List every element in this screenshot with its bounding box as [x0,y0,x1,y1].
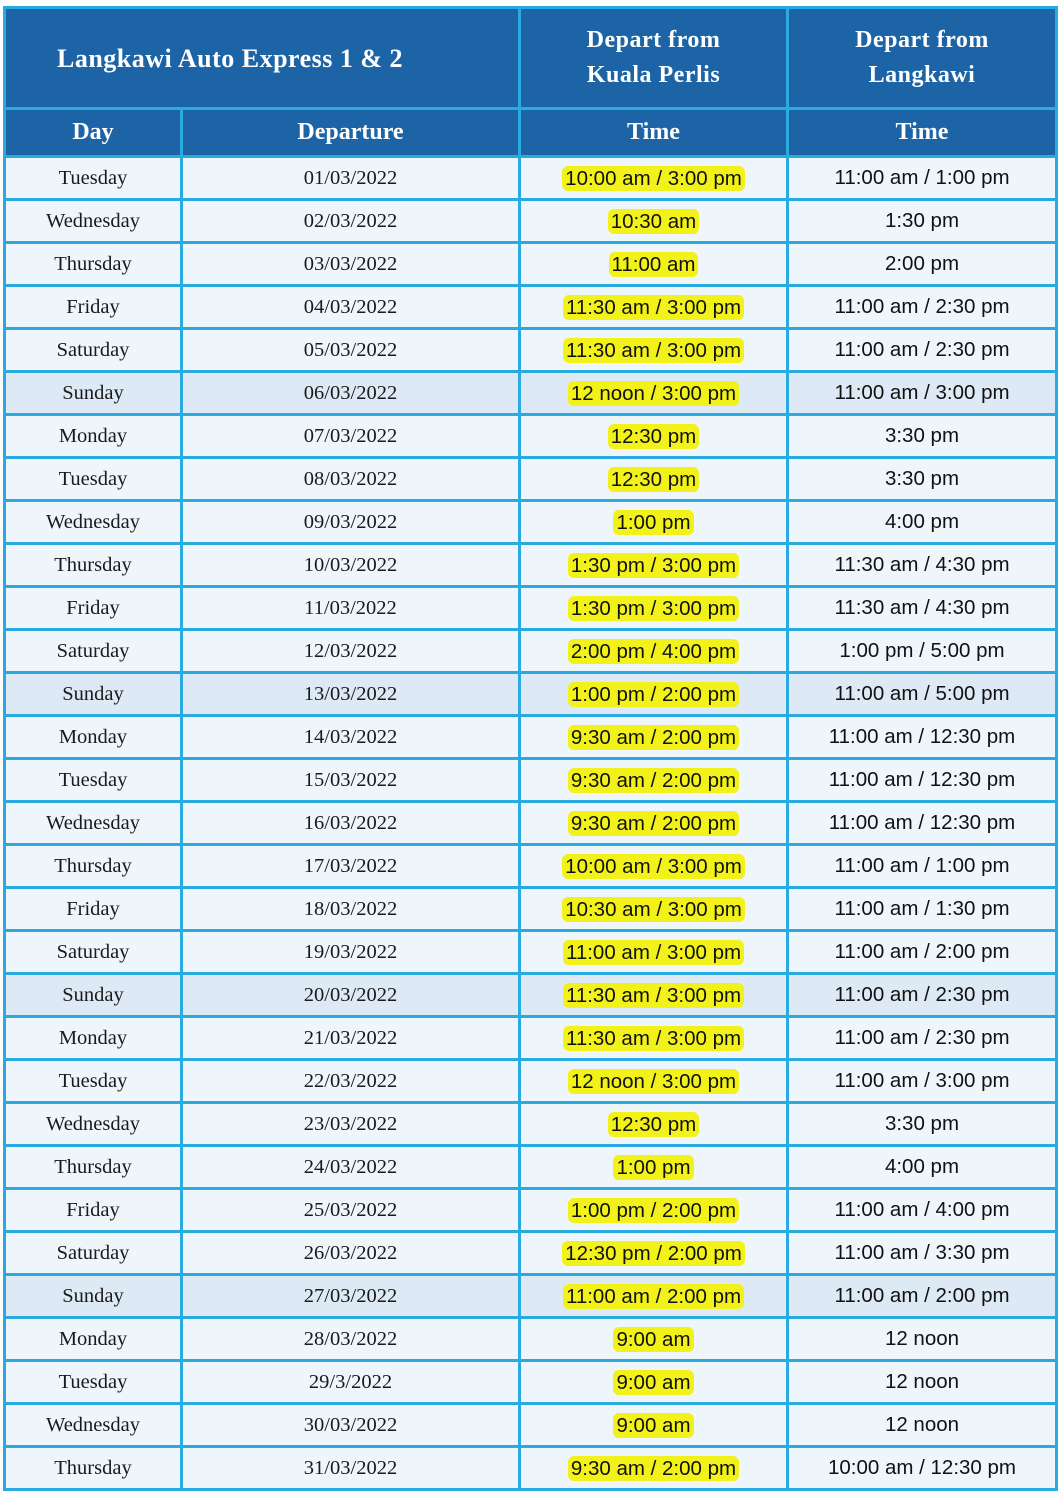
kuala-perlis-time-cell [520,587,788,630]
kuala-perlis-time-cell [520,501,788,544]
langkawi-time-cell: 11:00 am / 5:00 pm [788,673,1057,716]
highlighted-time: 11:30 am / 3:00 pm [563,1026,744,1051]
departure-date-cell: 26/03/2022 [182,1232,520,1275]
departure-date-cell: 31/03/2022 [182,1447,520,1490]
table-row [5,501,1057,544]
day-cell: Thursday [5,544,182,587]
table-row [5,931,1057,974]
highlighted-time: 12:30 pm [608,1112,699,1137]
table-row [5,1232,1057,1275]
table-row [5,1404,1057,1447]
day-cell: Saturday [5,1232,182,1275]
day-cell: Wednesday [5,200,182,243]
kuala-perlis-time-cell [520,1232,788,1275]
kuala-perlis-time-cell [520,1447,788,1490]
departure-date-cell: 01/03/2022 [182,157,520,200]
table-row [5,372,1057,415]
langkawi-time-cell: 11:00 am / 2:00 pm [788,1275,1057,1318]
langkawi-time-cell: 1:00 pm / 5:00 pm [788,630,1057,673]
kuala-perlis-time-cell [520,1275,788,1318]
kuala-perlis-time-cell [520,888,788,931]
kuala-perlis-time-cell [520,716,788,759]
table-row [5,845,1057,888]
kuala-perlis-time-cell [520,544,788,587]
day-cell: Friday [5,587,182,630]
kuala-perlis-time-cell [520,1103,788,1146]
kuala-perlis-time-cell [520,673,788,716]
kuala-perlis-time-cell [520,372,788,415]
highlighted-time: 11:30 am / 3:00 pm [563,338,744,363]
langkawi-time-cell: 11:00 am / 2:30 pm [788,329,1057,372]
langkawi-time-cell: 11:00 am / 12:30 pm [788,716,1057,759]
table-row [5,157,1057,200]
table-row [5,544,1057,587]
day-cell: Thursday [5,1146,182,1189]
day-cell: Tuesday [5,759,182,802]
departure-date-cell: 13/03/2022 [182,673,520,716]
langkawi-time-cell: 11:00 am / 3:00 pm [788,372,1057,415]
day-cell: Sunday [5,673,182,716]
table-row [5,329,1057,372]
langkawi-time-cell: 11:00 am / 3:30 pm [788,1232,1057,1275]
langkawi-time-cell: 11:00 am / 2:00 pm [788,931,1057,974]
table-row [5,1146,1057,1189]
day-cell: Sunday [5,974,182,1017]
day-cell: Wednesday [5,1404,182,1447]
highlighted-time: 1:00 pm [613,510,693,535]
table-row [5,1447,1057,1490]
highlighted-time: 11:00 am / 2:00 pm [563,1284,744,1309]
departure-date-cell: 16/03/2022 [182,802,520,845]
langkawi-time-cell: 10:00 am / 12:30 pm [788,1447,1057,1490]
kuala-perlis-time-cell [520,630,788,673]
table-row [5,1017,1057,1060]
column-header-departure: Departure [182,109,520,157]
langkawi-time-cell: 11:00 am / 3:00 pm [788,1060,1057,1103]
schedule-body [5,157,1057,1490]
departure-date-cell: 03/03/2022 [182,243,520,286]
highlighted-time: 1:00 pm [613,1155,693,1180]
highlighted-time: 10:30 am [608,209,699,234]
departure-date-cell: 15/03/2022 [182,759,520,802]
langkawi-header [788,8,1057,109]
table-row [5,759,1057,802]
highlighted-time: 11:00 am [609,252,699,277]
table-row [5,888,1057,931]
table-row [5,630,1057,673]
day-cell: Tuesday [5,458,182,501]
departure-date-cell: 29/3/2022 [182,1361,520,1404]
schedule-header [5,8,1057,157]
highlighted-time: 12:30 pm [608,467,699,492]
highlighted-time: 9:00 am [613,1370,693,1395]
kuala-perlis-time-cell [520,1318,788,1361]
table-row [5,243,1057,286]
highlighted-time: 12 noon / 3:00 pm [568,1069,739,1094]
highlighted-time: 9:30 am / 2:00 pm [568,768,739,793]
highlighted-time: 9:30 am / 2:00 pm [568,1456,739,1481]
highlighted-time: 12:30 pm [608,424,699,449]
table-row [5,415,1057,458]
departure-date-cell: 14/03/2022 [182,716,520,759]
day-cell: Friday [5,1189,182,1232]
schedule-title: Langkawi Auto Express 1 & 2 [5,8,520,109]
day-cell: Tuesday [5,1361,182,1404]
table-row [5,1060,1057,1103]
kuala-perlis-time-cell [520,1404,788,1447]
highlighted-time: 12:30 pm / 2:00 pm [562,1241,745,1266]
highlighted-time: 10:00 am / 3:00 pm [562,854,745,879]
kuala-perlis-time-cell [520,1189,788,1232]
table-row [5,1189,1057,1232]
day-cell: Saturday [5,329,182,372]
day-cell: Saturday [5,630,182,673]
departure-date-cell: 27/03/2022 [182,1275,520,1318]
highlighted-time: 2:00 pm / 4:00 pm [568,639,739,664]
table-row [5,974,1057,1017]
langkawi-time-cell: 2:00 pm [788,243,1057,286]
day-cell: Monday [5,716,182,759]
kuala-perlis-time-cell [520,243,788,286]
day-cell: Saturday [5,931,182,974]
day-cell: Monday [5,415,182,458]
column-header-kuala-perlis-time: Time [520,109,788,157]
departure-date-cell: 02/03/2022 [182,200,520,243]
langkawi-time-cell: 1:30 pm [788,200,1057,243]
highlighted-time: 9:30 am / 2:00 pm [568,811,739,836]
departure-date-cell: 05/03/2022 [182,329,520,372]
day-cell: Wednesday [5,501,182,544]
departure-date-cell: 19/03/2022 [182,931,520,974]
highlighted-time: 1:00 pm / 2:00 pm [568,682,739,707]
departure-date-cell: 07/03/2022 [182,415,520,458]
langkawi-time-cell: 4:00 pm [788,501,1057,544]
table-row [5,802,1057,845]
departure-date-cell: 11/03/2022 [182,587,520,630]
kuala-perlis-time-cell [520,931,788,974]
kuala-perlis-header-line1: Depart from [586,27,721,53]
table-row [5,716,1057,759]
kuala-perlis-time-cell [520,802,788,845]
kuala-perlis-header-line2: Kuala Perlis [586,62,721,88]
langkawi-header-line2: Langkawi [868,62,976,88]
departure-date-cell: 08/03/2022 [182,458,520,501]
langkawi-time-cell: 11:30 am / 4:30 pm [788,544,1057,587]
highlighted-time: 1:00 pm / 2:00 pm [568,1198,739,1223]
langkawi-time-cell: 11:00 am / 2:30 pm [788,1017,1057,1060]
kuala-perlis-time-cell [520,1060,788,1103]
departure-date-cell: 22/03/2022 [182,1060,520,1103]
day-cell: Tuesday [5,1060,182,1103]
table-row [5,1103,1057,1146]
table-row [5,286,1057,329]
langkawi-time-cell: 12 noon [788,1318,1057,1361]
langkawi-time-cell: 3:30 pm [788,458,1057,501]
kuala-perlis-time-cell [520,845,788,888]
langkawi-time-cell: 12 noon [788,1361,1057,1404]
highlighted-time: 9:00 am [613,1413,693,1438]
column-header-day: Day [5,109,182,157]
departure-date-cell: 04/03/2022 [182,286,520,329]
day-cell: Friday [5,286,182,329]
kuala-perlis-time-cell [520,1017,788,1060]
highlighted-time: 9:00 am [613,1327,693,1352]
langkawi-time-cell: 11:00 am / 2:30 pm [788,286,1057,329]
langkawi-header-line1: Depart from [855,27,989,53]
day-cell: Sunday [5,1275,182,1318]
langkawi-time-cell: 3:30 pm [788,1103,1057,1146]
highlighted-time: 11:00 am / 3:00 pm [563,940,744,965]
day-cell: Monday [5,1017,182,1060]
kuala-perlis-time-cell [520,200,788,243]
highlighted-time: 9:30 am / 2:00 pm [568,725,739,750]
day-cell: Sunday [5,372,182,415]
departure-date-cell: 10/03/2022 [182,544,520,587]
highlighted-time: 11:30 am / 3:00 pm [563,295,744,320]
header-row-columns [5,109,1057,157]
day-cell: Monday [5,1318,182,1361]
table-row [5,1275,1057,1318]
langkawi-time-cell: 11:00 am / 1:00 pm [788,845,1057,888]
kuala-perlis-time-cell [520,1361,788,1404]
departure-date-cell: 21/03/2022 [182,1017,520,1060]
table-row [5,587,1057,630]
kuala-perlis-time-cell [520,458,788,501]
day-cell: Wednesday [5,1103,182,1146]
departure-date-cell: 09/03/2022 [182,501,520,544]
day-cell: Tuesday [5,157,182,200]
departure-date-cell: 06/03/2022 [182,372,520,415]
langkawi-time-cell: 11:00 am / 1:30 pm [788,888,1057,931]
langkawi-time-cell: 11:30 am / 4:30 pm [788,587,1057,630]
table-row [5,673,1057,716]
kuala-perlis-header [520,8,788,109]
highlighted-time: 10:00 am / 3:00 pm [562,166,745,191]
highlighted-time: 10:30 am / 3:00 pm [562,897,745,922]
departure-date-cell: 17/03/2022 [182,845,520,888]
kuala-perlis-time-cell [520,329,788,372]
langkawi-time-cell: 4:00 pm [788,1146,1057,1189]
day-cell: Thursday [5,243,182,286]
table-row [5,458,1057,501]
highlighted-time: 12 noon / 3:00 pm [568,381,739,406]
header-row-top [5,8,1057,109]
kuala-perlis-time-cell [520,759,788,802]
highlighted-time: 1:30 pm / 3:00 pm [568,596,739,621]
langkawi-time-cell: 11:00 am / 4:00 pm [788,1189,1057,1232]
langkawi-time-cell: 11:00 am / 2:30 pm [788,974,1057,1017]
departure-date-cell: 12/03/2022 [182,630,520,673]
day-cell: Thursday [5,845,182,888]
kuala-perlis-time-cell [520,1146,788,1189]
departure-date-cell: 18/03/2022 [182,888,520,931]
kuala-perlis-time-cell [520,415,788,458]
day-cell: Wednesday [5,802,182,845]
langkawi-time-cell: 3:30 pm [788,415,1057,458]
langkawi-time-cell: 11:00 am / 12:30 pm [788,759,1057,802]
departure-date-cell: 30/03/2022 [182,1404,520,1447]
departure-date-cell: 20/03/2022 [182,974,520,1017]
langkawi-time-cell: 12 noon [788,1404,1057,1447]
table-row [5,1361,1057,1404]
day-cell: Friday [5,888,182,931]
day-cell: Thursday [5,1447,182,1490]
table-row [5,200,1057,243]
kuala-perlis-time-cell [520,974,788,1017]
departure-date-cell: 24/03/2022 [182,1146,520,1189]
highlighted-time: 1:30 pm / 3:00 pm [568,553,739,578]
departure-date-cell: 25/03/2022 [182,1189,520,1232]
langkawi-time-cell: 11:00 am / 1:00 pm [788,157,1057,200]
departure-date-cell: 23/03/2022 [182,1103,520,1146]
table-row [5,1318,1057,1361]
langkawi-time-cell: 11:00 am / 12:30 pm [788,802,1057,845]
highlighted-time: 11:30 am / 3:00 pm [563,983,744,1008]
ferry-schedule-table [3,6,1058,1491]
kuala-perlis-time-cell [520,157,788,200]
column-header-langkawi-time: Time [788,109,1057,157]
departure-date-cell: 28/03/2022 [182,1318,520,1361]
kuala-perlis-time-cell [520,286,788,329]
